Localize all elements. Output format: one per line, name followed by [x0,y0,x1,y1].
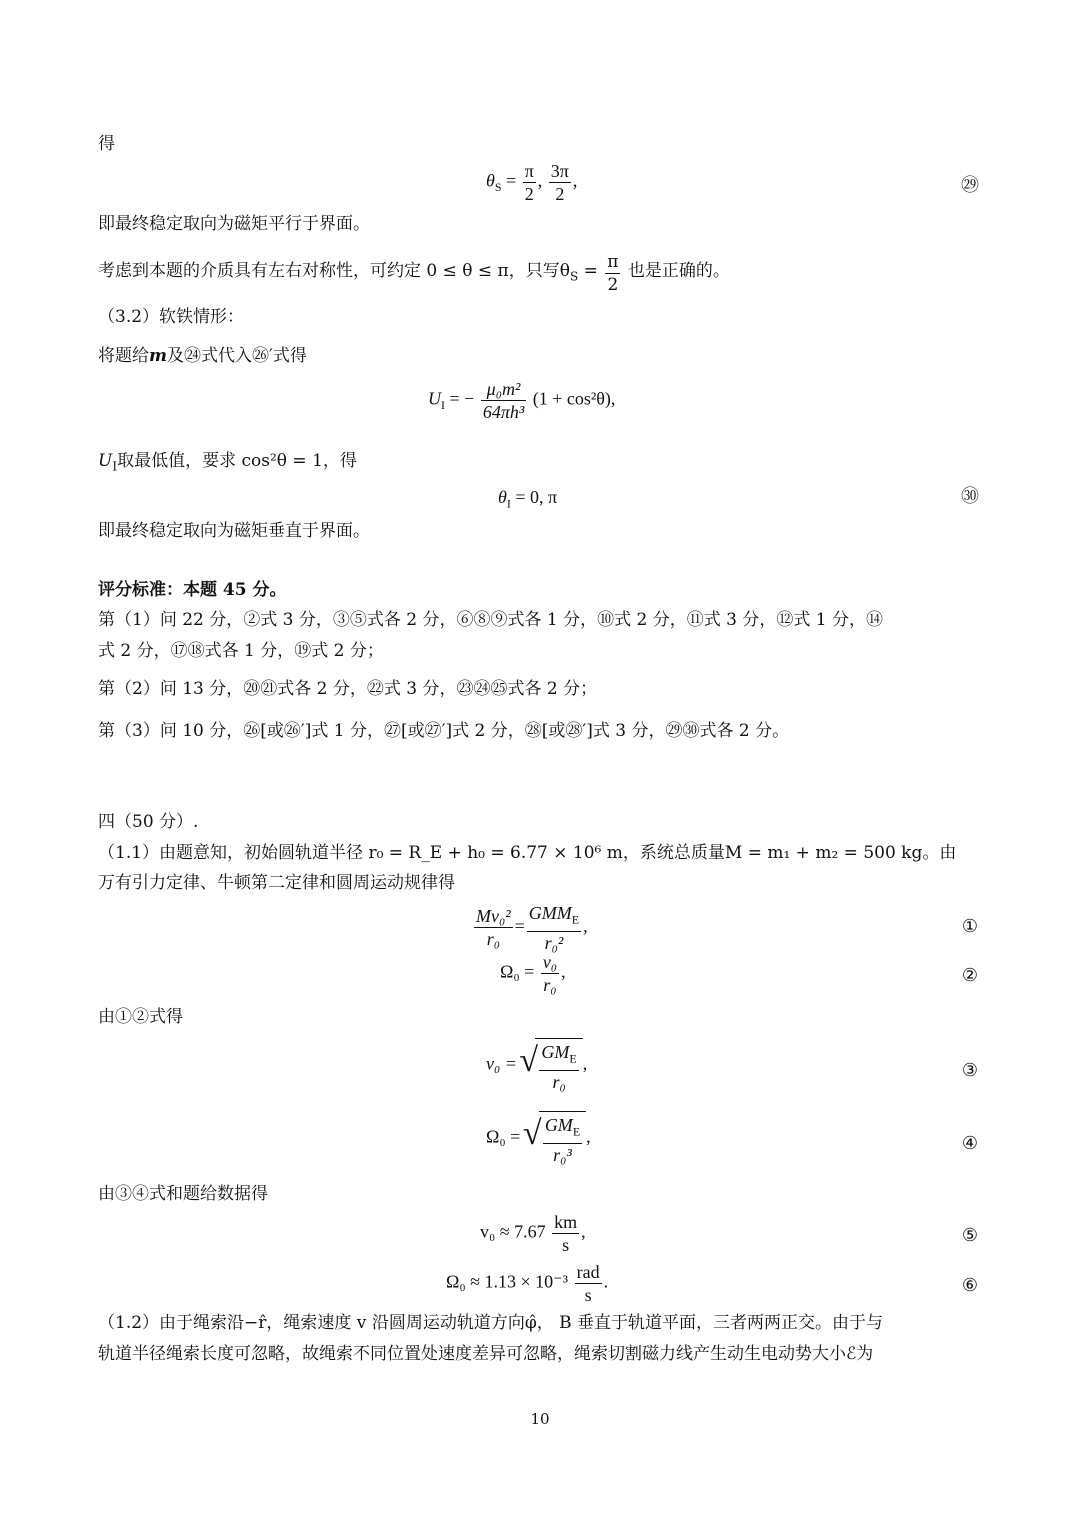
text: 将题给 [98,346,149,366]
subscript: I [506,496,511,511]
numerator: GM [541,1042,570,1062]
subscript: S [494,180,502,195]
numerator: GMM [528,903,572,923]
equation-6 [446,1261,608,1306]
lhs: Ω₀ = [486,1126,521,1147]
lhs: v₀ ≈ 7.67 [480,1221,546,1242]
denominator: 64πh³ [482,402,525,422]
equals: = [514,915,525,936]
subscript: E [572,1124,581,1139]
lhs: Ω₀ ≈ 1.13 × 10⁻³ [446,1271,569,1292]
U-symbol: U [428,388,441,409]
scoring-line: 第（1）问 22 分，②式 3 分，③⑤式各 2 分，⑥⑧⑨式各 1 分，⑩式 2 分，⑪式 3 分，⑫式 1 分，⑭ [98,610,883,630]
subscript: I [441,398,445,413]
fraction [474,905,513,950]
equation-5 [480,1211,586,1256]
section-heading: 四（50 分）. [98,812,199,832]
text-line: 即最终稳定取向为磁矩平行于界面。 [98,214,370,234]
fraction [552,1211,579,1256]
fraction [605,251,620,296]
text-line: 由①②式得 [98,1007,183,1027]
denominator: 2 [555,184,565,204]
text: 考虑到本题的介质具有左右对称性，可约定 0 ≤ θ ≤ π，只写θ [98,261,570,281]
numerator: km [554,1212,578,1232]
numerator: v₀ [542,952,558,972]
punctuation: , [586,1126,591,1147]
text-line: （1.2）由于绳索沿−r̂，绳索速度 v 沿圆周运动轨道方向φ̂， B 垂直于轨道平面，三者两两正交。由于与 [98,1313,884,1333]
text-line [98,343,307,369]
equation-3 [486,1038,587,1093]
denominator: s [562,1235,570,1255]
text-line: 万有引力定律、牛顿第二定律和圆周运动规律得 [98,873,455,893]
equation-number: ㉙ [961,175,979,196]
equals: = [501,170,521,191]
equals: = − [445,388,475,409]
fraction [481,378,526,423]
text: 及㉔式代入㉖′式得 [167,346,307,366]
text-line: 得 [98,134,115,154]
scoring-line: 式 2 分，⑰⑱式各 1 分，⑲式 2 分； [98,641,384,661]
m-vector: m [149,346,167,366]
equation-number: ② [961,965,979,986]
text-line [98,251,730,296]
lhs: Ω₀ = [500,961,535,982]
fraction [539,1041,578,1093]
equation-rest: (1 + cos²θ), [532,388,616,409]
page-number: 10 [530,1410,550,1428]
subscript: E [569,1051,577,1066]
equation-29 [486,160,577,205]
scoring-line: 第（3）问 10 分，㉖[或㉖′]式 1 分，㉗[或㉗′]式 2 分，㉘[或㉘′]式 3 分，㉙㉚式各 2 分。 [98,721,790,741]
equation-number: ① [961,916,979,937]
text: 取最低值，要求 cos²θ = 1，得 [117,451,357,471]
scoring-line: 第（2）问 13 分，⑳㉑式各 2 分，㉒式 3 分，㉓㉔㉕式各 2 分； [98,679,598,699]
theta-symbol: θ [486,170,495,191]
numerator: π [524,161,534,181]
fraction [527,902,581,954]
numerator: Mv₀² [476,906,511,927]
equation-number: ⑥ [961,1275,979,1296]
punctuation: , [581,1221,586,1242]
fraction [523,160,536,205]
equation-number: ④ [961,1133,979,1154]
denominator: 2 [607,275,619,295]
section-heading: （3.2）软铁情形： [98,307,245,327]
text: 也是正确的。 [622,261,730,281]
denominator: r₀³ [553,1144,572,1165]
text-line [98,448,357,479]
lhs: v₀ = [486,1053,517,1074]
equation-UI [428,378,615,423]
fraction [543,1114,582,1166]
denominator: s [584,1285,592,1305]
equation-number: ③ [961,1060,979,1081]
separator: , [537,170,547,191]
numerator: π [607,252,619,272]
equation-number: ⑤ [961,1225,979,1246]
equation-30 [498,484,557,517]
denominator: 2 [524,184,534,204]
denominator: r₀ [543,975,557,995]
punctuation: , [572,170,578,191]
subscript: S [569,269,579,284]
denominator: r₀ [552,1071,566,1092]
punctuation: , [582,1053,588,1074]
punctuation: , [561,961,566,982]
fraction [549,160,571,205]
equation-number: ㉚ [961,486,979,507]
fraction [575,1261,602,1306]
numerator: GM [544,1115,573,1135]
text-line: 轨道半径绳索长度可忽略，故绳索不同位置处速度差异可忽略，绳索切割磁力线产生动生电动势大小ℰ为 [98,1344,874,1364]
punctuation: . [603,1271,609,1292]
text-line: 即最终稳定取向为磁矩垂直于界面。 [98,521,370,541]
equation-4 [486,1111,591,1166]
text-line: （1.1）由题意知，初始圆轨道半径 r₀ = R_E + h₀ = 6.77 × 10⁶ m，系统总质量M = m₁ + m₂ = 500 kg。由 [98,843,957,863]
numerator: μ₀m² [481,378,526,401]
text-line: 由③④式和题给数据得 [98,1184,268,1204]
numerator: 3π [550,161,569,181]
text: = [578,261,604,281]
equation-rest: = 0, π [510,487,558,507]
U-symbol: U [98,451,113,471]
fraction [541,951,559,996]
scoring-heading: 评分标准：本题 45 分。 [98,580,287,600]
denominator: r₀ [486,929,500,950]
square-root [521,1038,582,1093]
subscript: E [571,912,580,927]
equation-1 [472,902,588,954]
numerator: rad [576,1262,600,1282]
equation-2 [500,951,566,996]
theta-symbol: θ [498,487,507,507]
subscript: I [112,459,118,474]
square-root [525,1111,586,1166]
punctuation: , [583,915,588,936]
denominator: r₀² [544,932,564,953]
